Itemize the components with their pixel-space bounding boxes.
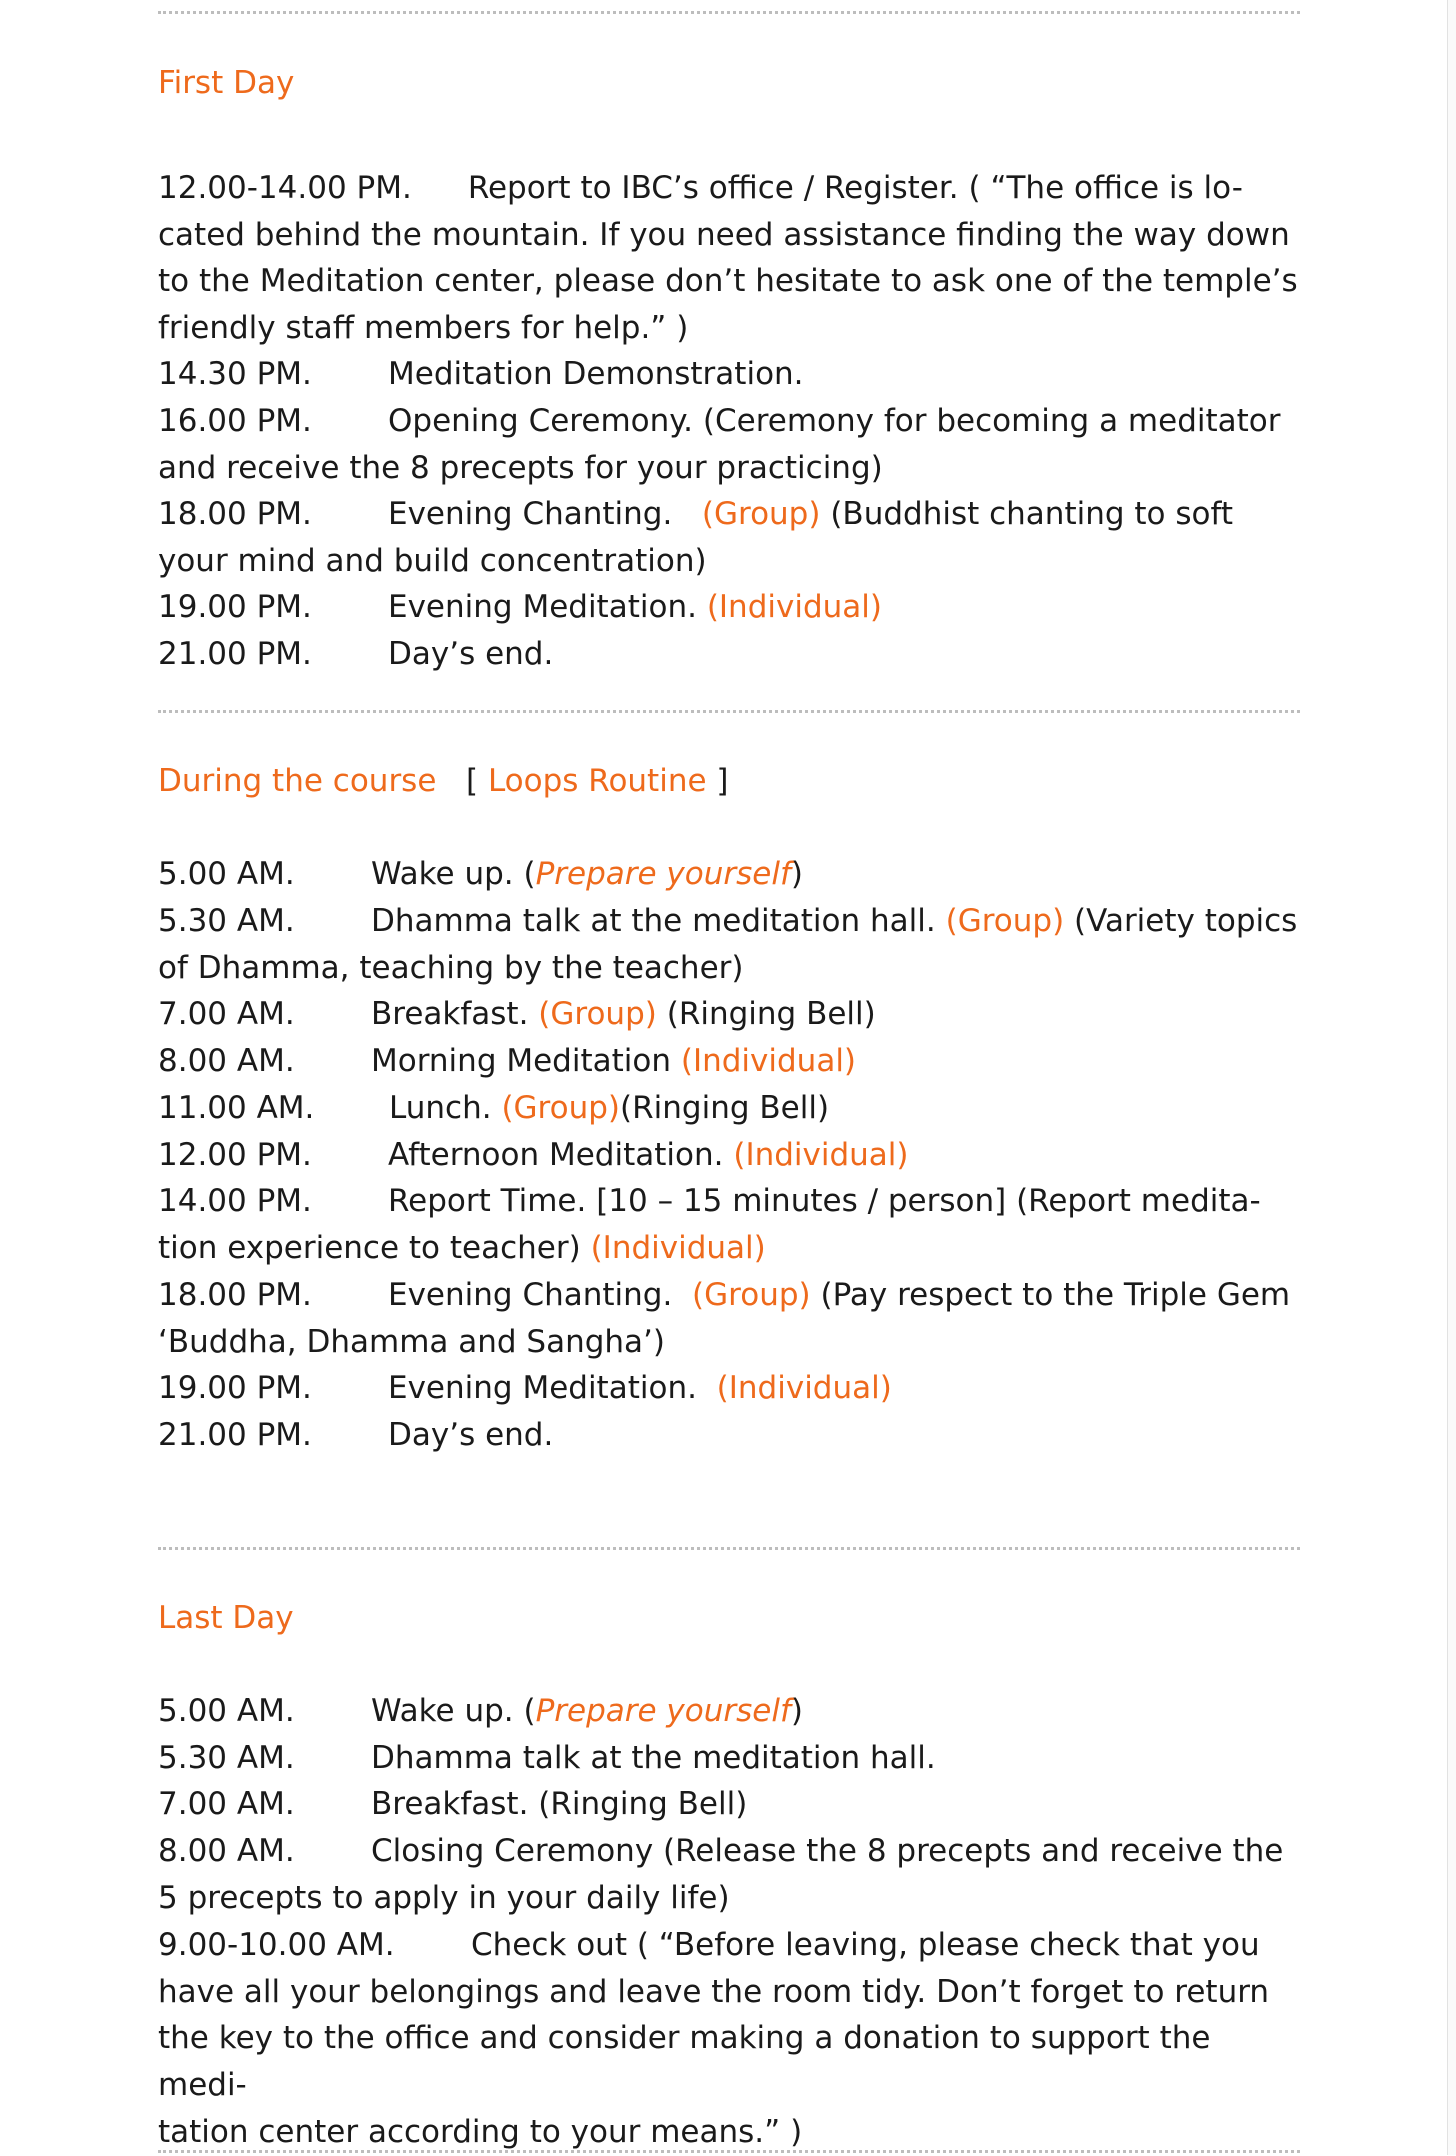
entry-text: your mind and build concentration) — [158, 542, 707, 579]
group-tag: (Group) — [538, 996, 657, 1032]
entry-time: 12.00 PM. — [158, 1137, 312, 1173]
schedule-entry — [158, 1365, 1300, 1412]
entry-time: 14.00 PM. — [158, 1183, 312, 1219]
group-tag: (Group) — [501, 1090, 621, 1126]
entry-text: Report to IBC’s office / Register. ( “The office is lo- — [467, 170, 1243, 206]
dotted-divider — [158, 2150, 1300, 2153]
entry-text: Wake up. ( — [371, 856, 536, 892]
entry-text: ) — [790, 1693, 803, 1729]
section-heading-last-day: Last Day — [158, 1600, 294, 1636]
entry-time: 11.00 AM. — [158, 1090, 315, 1126]
entry-text: (Ringing Bell) — [666, 996, 876, 1032]
heading-subtitle: Loops Routine — [487, 763, 707, 799]
schedule-entry — [158, 1132, 1300, 1179]
entry-text: Evening Chanting. — [388, 1277, 673, 1313]
entry-time: 5.30 AM. — [158, 903, 295, 939]
entry-time: 14.30 PM. — [158, 356, 312, 392]
individual-tag: (Individual) — [706, 589, 882, 625]
entry-time: 19.00 PM. — [158, 1370, 312, 1406]
entry-text: 5 precepts to apply in your daily life) — [158, 1879, 730, 1916]
schedule-entry — [158, 584, 1300, 631]
entry-time: 5.00 AM. — [158, 1693, 295, 1729]
individual-tag: (Individual) — [716, 1370, 892, 1406]
schedule-entry — [158, 165, 1300, 352]
dotted-divider — [158, 1547, 1300, 1550]
schedule-entry — [158, 631, 1300, 678]
entry-text: Day’s end. — [388, 636, 554, 672]
entry-time: 16.00 PM. — [158, 403, 312, 439]
entry-text: Wake up. ( — [371, 1693, 536, 1729]
entry-time: 18.00 PM. — [158, 1277, 312, 1313]
entry-time: 8.00 AM. — [158, 1043, 295, 1079]
dotted-divider — [158, 11, 1300, 14]
entry-text: Morning Meditation — [371, 1043, 671, 1079]
entry-time: 7.00 AM. — [158, 996, 295, 1032]
entry-text: Lunch. — [389, 1090, 492, 1126]
schedule-entry — [158, 351, 804, 398]
individual-tag: (Individual) — [733, 1137, 909, 1173]
schedule-entry — [158, 991, 1300, 1038]
schedule-entry — [158, 1085, 1300, 1132]
entry-text: cated behind the mountain. If you need assistance finding the way down — [158, 216, 1290, 253]
entry-text: of Dhamma, teaching by the teacher) — [158, 949, 744, 986]
entry-text: Evening Meditation. — [388, 1370, 697, 1406]
entry-text: Day’s end. — [388, 1417, 554, 1453]
schedule-entry — [158, 1688, 1300, 1735]
group-tag: (Group) — [701, 496, 821, 532]
entry-text: (Ringing Bell) — [620, 1090, 830, 1126]
entry-text: Dhamma talk at the meditation hall. — [371, 903, 936, 939]
entry-text: tation center according to your means.” ) — [158, 2113, 803, 2150]
entry-text: Breakfast. (Ringing Bell) — [371, 1786, 748, 1822]
entry-text: ‘Buddha, Dhamma and Sangha’) — [158, 1323, 666, 1360]
entry-text: Evening Meditation. — [388, 589, 697, 625]
entry-time: 8.00 AM. — [158, 1833, 295, 1869]
entry-text: Check out ( “Before leaving, please check that you — [471, 1927, 1260, 1963]
entry-time: 18.00 PM. — [158, 496, 312, 532]
entry-text: (Pay respect to the Triple Gem — [820, 1277, 1291, 1313]
entry-text: tion experience to teacher) — [158, 1229, 581, 1266]
entry-time: 5.00 AM. — [158, 856, 295, 892]
schedule-entry — [158, 1781, 1300, 1828]
entry-text: (Buddhist chanting to soft — [830, 496, 1234, 532]
entry-text: Dhamma talk at the meditation hall. — [371, 1740, 936, 1776]
entry-time: 19.00 PM. — [158, 589, 312, 625]
entry-text: and receive the 8 precepts for your practicing) — [158, 449, 883, 486]
entry-text: Opening Ceremony. (Ceremony for becoming a meditator — [388, 403, 1281, 439]
entry-text: Afternoon Meditation. — [388, 1137, 724, 1173]
schedule-entry — [158, 1178, 1300, 1271]
entry-time: 9.00-10.00 AM. — [158, 1927, 395, 1963]
schedule-entry — [158, 1922, 1300, 2156]
schedule-entry — [158, 1038, 1300, 1085]
bracket-close: ] — [716, 763, 729, 799]
entry-text: Report Time. [10 – 15 minutes / person] (Report medita- — [388, 1183, 1261, 1219]
entry-text: to the Meditation center, please don’t hesitate to ask one of the temple’s — [158, 263, 1298, 300]
schedule-entry — [158, 1272, 1300, 1365]
entry-text: have all your belongings and leave the room tidy. Don’t forget to return — [158, 1973, 1270, 2010]
schedule-entry — [158, 1828, 1300, 1921]
entry-text: (Variety topics — [1074, 903, 1298, 939]
entry-time: 21.00 PM. — [158, 1417, 312, 1453]
heading-text: During the course — [158, 763, 437, 799]
entry-time: 5.30 AM. — [158, 1740, 295, 1776]
group-tag: (Group) — [945, 903, 1065, 939]
entry-time: 21.00 PM. — [158, 636, 312, 672]
individual-tag: (Individual) — [680, 1043, 857, 1079]
entry-text: ) — [790, 856, 803, 892]
entry-text: Closing Ceremony (Release the 8 precepts and receive the — [371, 1833, 1284, 1869]
dotted-divider — [158, 710, 1300, 713]
entry-text: the key to the office and consider making a donation to support the medi- — [158, 2020, 1211, 2104]
entry-text: Breakfast. — [371, 996, 529, 1032]
schedule-entry — [158, 398, 1300, 491]
entry-emphasis: Prepare yourself — [535, 856, 791, 892]
schedule-entry — [158, 1412, 1300, 1459]
entry-time: 7.00 AM. — [158, 1786, 295, 1822]
schedule-entry — [158, 491, 1300, 584]
page-scrollbar[interactable] — [1447, 0, 1456, 2155]
bracket-open: [ — [465, 763, 479, 799]
schedule-entry — [158, 851, 1300, 898]
entry-emphasis: Prepare yourself — [535, 1693, 791, 1729]
individual-tag: (Individual) — [590, 1229, 766, 1266]
entry-text: friendly staff members for help.” ) — [158, 310, 689, 347]
entry-time: 12.00-14.00 PM. — [158, 170, 412, 206]
entry-text: Meditation Demonstration. — [388, 356, 804, 392]
section-heading-first-day: First Day — [158, 65, 295, 101]
schedule-entry — [158, 898, 1318, 991]
schedule-entry — [158, 1735, 1300, 1782]
group-tag: (Group) — [692, 1277, 811, 1313]
entry-text: Evening Chanting. — [388, 496, 673, 532]
section-heading-during-course — [158, 758, 729, 804]
